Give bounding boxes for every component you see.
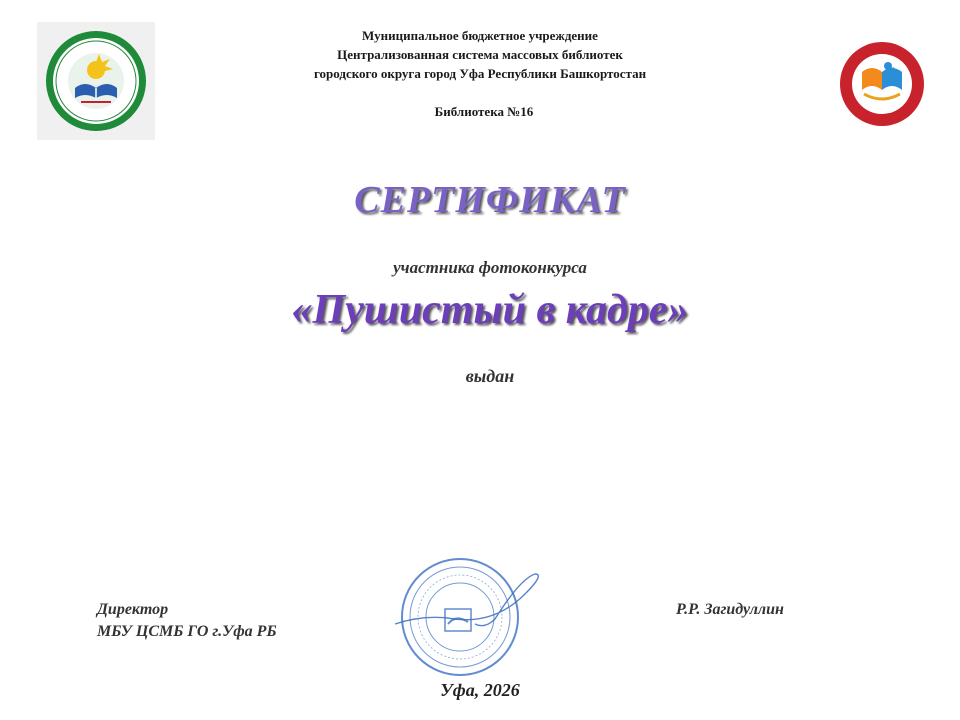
library-16-round-emblem-icon [838, 40, 926, 128]
official-stamp [385, 554, 555, 680]
signer-name: Р.Р. Загидуллин [676, 601, 784, 618]
contest-name: «Пушистый в кадре» [291, 287, 689, 333]
header-line-2: Централизованная система массовых библиотек [337, 47, 623, 62]
certificate-subtitle: участника фотоконкурса [393, 258, 587, 277]
cbs-logo [37, 22, 155, 140]
header-line-1: Муниципальное бюджетное учреждение [362, 28, 598, 43]
issued-label: выдан [465, 366, 515, 386]
cbs-round-emblem-icon [37, 22, 155, 140]
header-line-3: городского округа город Уфа Республики Башкортостан [313, 66, 647, 81]
library-logo [838, 40, 926, 128]
institution-header [200, 26, 760, 83]
library-name: Библиотека №16 [434, 104, 534, 119]
signer-position: Директор [97, 601, 169, 618]
official-seal-stamp-icon [385, 554, 555, 680]
signer-organization: МБУ ЦСМБ ГО г.Уфа РБ [97, 623, 277, 640]
city-year: Уфа, 2026 [440, 680, 520, 700]
certificate-title: СЕРТИФИКАТ [354, 179, 626, 221]
